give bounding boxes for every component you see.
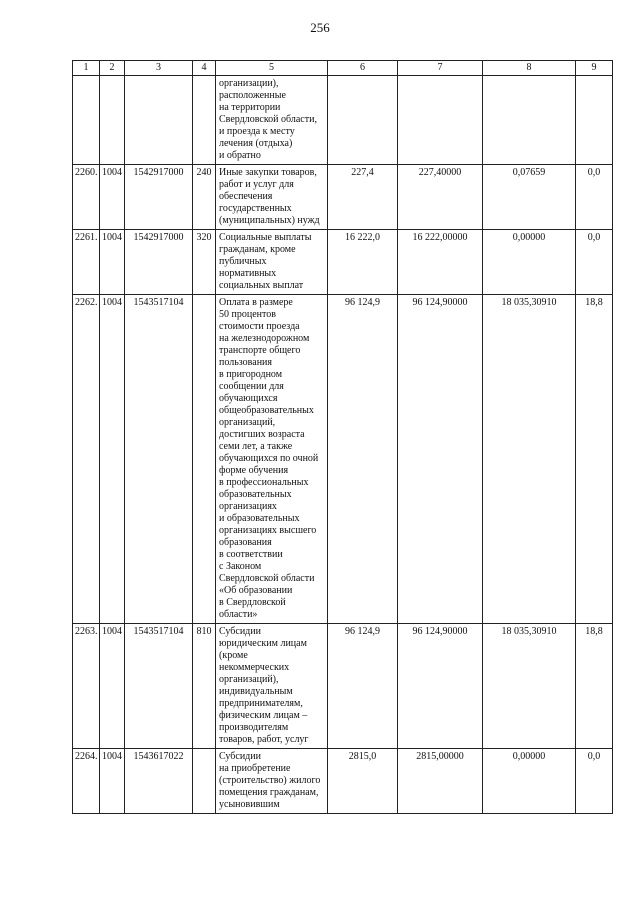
section-code: 1004 xyxy=(100,230,125,295)
header-row xyxy=(73,61,613,76)
target-code: 1542917000 xyxy=(125,230,193,295)
approved-amount: 2815,00000 xyxy=(398,749,483,814)
row-number: 2261. xyxy=(73,230,100,295)
target-code: 1543517104 xyxy=(125,295,193,624)
expense-type xyxy=(193,76,216,165)
table-row xyxy=(73,624,613,749)
planned-amount: 96 124,9 xyxy=(328,295,398,624)
header-col-7: 7 xyxy=(398,61,483,76)
executed-amount xyxy=(483,76,576,165)
header-col-4: 4 xyxy=(193,61,216,76)
description: Оплата в размере 50 процентов стоимости проезда на железнодорожном транспорте общего пользования в пригородном сообщении для обучающихся общеобразовательных организаций, достигших возраста семи лет, а также обучающихся по очной форме обучения в профессиональных образовательных организациях и образовательных организациях высшего образования в соответствии с Законом Свердловской области «Об образовании в Свердловской области» xyxy=(216,295,328,624)
target-code xyxy=(125,76,193,165)
section-code: 1004 xyxy=(100,165,125,230)
approved-amount xyxy=(398,76,483,165)
planned-amount: 2815,0 xyxy=(328,749,398,814)
approved-amount: 16 222,00000 xyxy=(398,230,483,295)
expense-type: 320 xyxy=(193,230,216,295)
planned-amount xyxy=(328,76,398,165)
description: Социальные выплаты гражданам, кроме публичных нормативных социальных выплат xyxy=(216,230,328,295)
expense-type xyxy=(193,749,216,814)
header-col-2: 2 xyxy=(100,61,125,76)
row-number: 2260. xyxy=(73,165,100,230)
executed-amount: 18 035,30910 xyxy=(483,295,576,624)
expense-type xyxy=(193,295,216,624)
planned-amount: 227,4 xyxy=(328,165,398,230)
page-number: 256 xyxy=(310,20,330,35)
header-col-3: 3 xyxy=(125,61,193,76)
expense-type: 810 xyxy=(193,624,216,749)
target-code: 1543517104 xyxy=(125,624,193,749)
executed-amount: 0,07659 xyxy=(483,165,576,230)
expense-type: 240 xyxy=(193,165,216,230)
approved-amount: 96 124,90000 xyxy=(398,295,483,624)
row-number: 2264. xyxy=(73,749,100,814)
header-col-9: 9 xyxy=(576,61,613,76)
executed-amount: 0,00000 xyxy=(483,749,576,814)
row-number: 2262. xyxy=(73,295,100,624)
table-row xyxy=(73,165,613,230)
section-code: 1004 xyxy=(100,295,125,624)
execution-percent: 0,0 xyxy=(576,165,613,230)
description: Субсидии юридическим лицам (кроме некоммерческих организаций), индивидуальным предпринимателям, физическим лицам – производителям товаров, работ, услуг xyxy=(216,624,328,749)
executed-amount: 18 035,30910 xyxy=(483,624,576,749)
approved-amount: 227,40000 xyxy=(398,165,483,230)
execution-percent: 0,0 xyxy=(576,749,613,814)
row-number: 2263. xyxy=(73,624,100,749)
section-code: 1004 xyxy=(100,749,125,814)
planned-amount: 96 124,9 xyxy=(328,624,398,749)
planned-amount: 16 222,0 xyxy=(328,230,398,295)
description: организации), расположенные на территории Свердловской области, и проезда к месту лечения (отдыха) и обратно xyxy=(216,76,328,165)
execution-percent xyxy=(576,76,613,165)
target-code: 1542917000 xyxy=(125,165,193,230)
execution-percent: 18,8 xyxy=(576,295,613,624)
section-code: 1004 xyxy=(100,624,125,749)
section-code xyxy=(100,76,125,165)
header-col-6: 6 xyxy=(328,61,398,76)
target-code: 1543617022 xyxy=(125,749,193,814)
budget-table xyxy=(72,60,613,814)
table-row xyxy=(73,76,613,165)
table-row xyxy=(73,295,613,624)
header-col-8: 8 xyxy=(483,61,576,76)
header-col-1: 1 xyxy=(73,61,100,76)
table-row xyxy=(73,230,613,295)
row-number xyxy=(73,76,100,165)
description: Субсидии на приобретение (строительство) жилого помещения гражданам, усыновившим xyxy=(216,749,328,814)
executed-amount: 0,00000 xyxy=(483,230,576,295)
approved-amount: 96 124,90000 xyxy=(398,624,483,749)
execution-percent: 0,0 xyxy=(576,230,613,295)
description: Иные закупки товаров, работ и услуг для обеспечения государственных (муниципальных) нужд xyxy=(216,165,328,230)
execution-percent: 18,8 xyxy=(576,624,613,749)
header-col-5: 5 xyxy=(216,61,328,76)
table-row xyxy=(73,749,613,814)
